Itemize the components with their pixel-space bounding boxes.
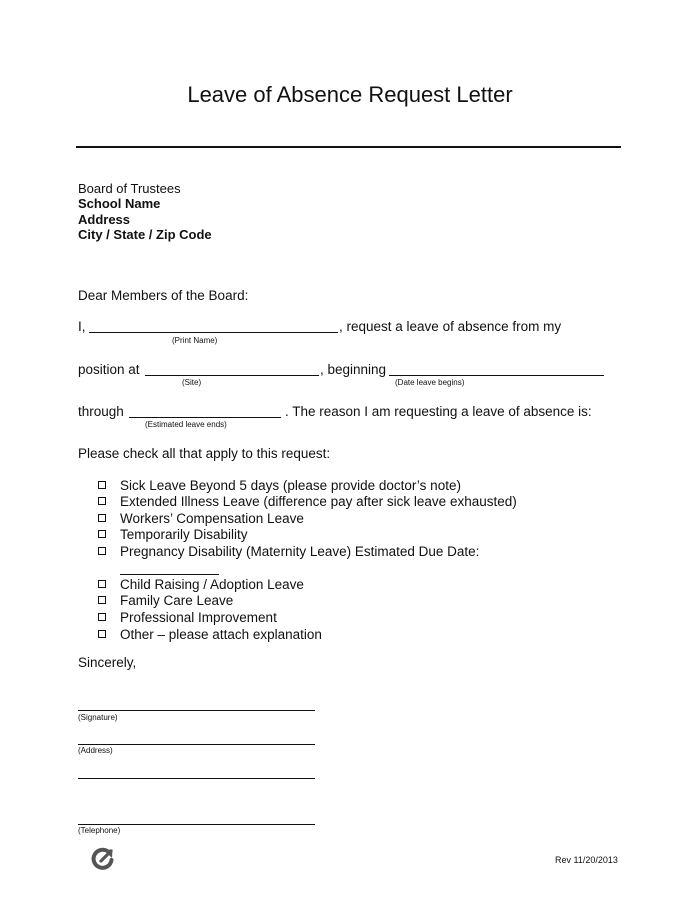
line-position-prefix: position at — [78, 362, 140, 377]
reason-label: Extended Illness Leave (difference pay after sick leave exhausted) — [120, 494, 517, 509]
document-title: Leave of Absence Request Letter — [187, 82, 513, 107]
leave-ends-hint: (Estimated leave ends) — [145, 420, 227, 429]
address-line-1[interactable] — [78, 744, 315, 745]
print-name-field[interactable] — [89, 332, 338, 333]
checkbox[interactable] — [98, 514, 106, 522]
checkbox[interactable] — [98, 596, 106, 604]
checkbox[interactable] — [98, 530, 106, 538]
telephone-line[interactable] — [78, 824, 315, 825]
signature-label: (Signature) — [78, 713, 118, 722]
print-name-hint: (Print Name) — [172, 336, 218, 345]
recipient-line1: Board of Trustees — [78, 181, 181, 196]
line-position-middle: , beginning — [320, 362, 387, 377]
reason-label: Other – please attach explanation — [120, 627, 322, 642]
reason-label: Child Raising / Adoption Leave — [120, 577, 304, 592]
site-field[interactable] — [145, 375, 319, 376]
recipient-city-state-zip: City / State / Zip Code — [78, 227, 212, 242]
address-line-2[interactable] — [78, 778, 315, 779]
checkbox[interactable] — [98, 481, 106, 489]
checkbox[interactable] — [98, 580, 106, 588]
checkbox[interactable] — [98, 547, 106, 555]
revision-date: Rev 11/20/2013 — [555, 855, 618, 865]
line-through-suffix: . The reason I am requesting a leave of absence is: — [285, 404, 592, 419]
closing: Sincerely, — [78, 655, 137, 670]
leave-ends-field[interactable] — [129, 417, 281, 418]
reason-label: Sick Leave Beyond 5 days (please provide doctor’s note) — [120, 478, 461, 493]
date-leave-begins-field[interactable] — [389, 375, 604, 376]
checkbox[interactable] — [98, 613, 106, 621]
reason-label: Workers’ Compensation Leave — [120, 511, 304, 526]
checkbox[interactable] — [98, 630, 106, 638]
address-label: (Address) — [78, 746, 113, 755]
circular-arrow-logo-icon — [90, 846, 116, 872]
check-intro: Please check all that apply to this request: — [78, 446, 331, 461]
telephone-label: (Telephone) — [78, 826, 121, 835]
signature-line[interactable] — [78, 710, 315, 711]
title-divider — [76, 146, 621, 148]
line-i-prefix: I, — [78, 319, 86, 334]
salutation: Dear Members of the Board: — [78, 288, 249, 303]
line-through-prefix: through — [78, 404, 124, 419]
reason-label: Pregnancy Disability (Maternity Leave) Estimated Due Date: — [120, 544, 480, 559]
line-i-suffix: , request a leave of absence from my — [339, 319, 562, 334]
recipient-school: School Name — [78, 196, 161, 211]
reason-label: Temporarily Disability — [120, 527, 248, 542]
reason-label: Family Care Leave — [120, 593, 234, 608]
due-date-field[interactable] — [120, 574, 219, 575]
date-begins-hint: (Date leave begins) — [395, 378, 465, 387]
reason-label: Professional Improvement — [120, 610, 277, 625]
site-hint: (Site) — [182, 378, 202, 387]
checkbox[interactable] — [98, 497, 106, 505]
recipient-address: Address — [78, 212, 131, 227]
